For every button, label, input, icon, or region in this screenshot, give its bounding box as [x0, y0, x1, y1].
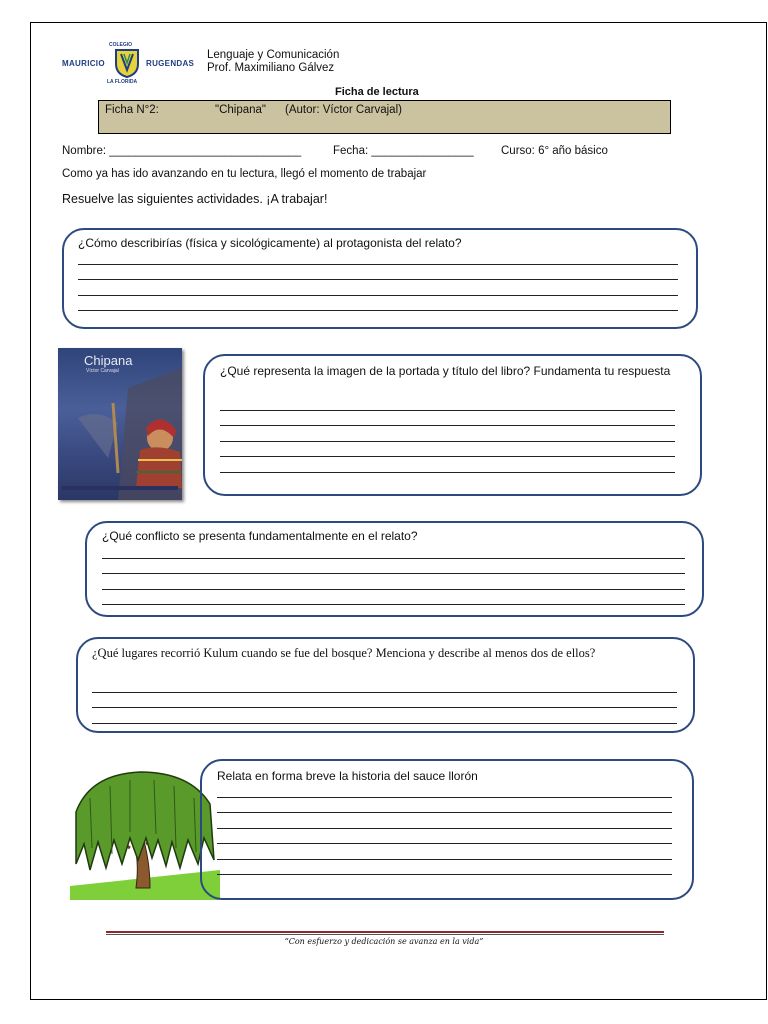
question-text-3: ¿Qué conflicto se presenta fundamentalmente en el relato? — [102, 529, 418, 543]
footer-divider-thin — [106, 934, 664, 935]
worksheet-title: Ficha de lectura — [335, 86, 419, 98]
book-cover-image — [58, 348, 182, 500]
school-logo — [62, 42, 195, 86]
book-cover-author: Víctor Carvajal — [86, 368, 119, 374]
ficha-author: (Autor: Víctor Carvajal) — [285, 104, 402, 116]
intro-text: Como ya has ido avanzando en tu lectura, llegó el momento de trabajar — [62, 168, 427, 180]
question-text-2: ¿Qué representa la imagen de la portada y título del libro? Fundamenta tu respuesta — [220, 364, 671, 378]
book-illustration — [58, 348, 182, 500]
footer-motto: “Con esfuerzo y dedicación se avanza en la vida” — [284, 937, 484, 946]
logo-bottom-text: LA FLORIDA — [107, 79, 138, 85]
logo-left-text: MAURICIO — [62, 59, 105, 68]
question-text-1: ¿Cómo describirías (física y sicológicamente) al protagonista del relato? — [78, 236, 462, 250]
curso-field: Curso: 6° año básico — [501, 145, 608, 157]
answer-lines-2[interactable] — [220, 395, 675, 473]
logo-right-text: RUGENDAS — [146, 59, 195, 68]
nombre-field[interactable]: Nombre: ______________________________ — [62, 145, 302, 157]
footer-divider — [106, 931, 664, 933]
ficha-info-box — [98, 100, 671, 134]
instructions-text: Resuelve las siguientes actividades. ¡A trabajar! — [62, 192, 328, 206]
answer-lines-1[interactable] — [78, 249, 678, 311]
ficha-number: Ficha N°2: — [105, 104, 159, 116]
book-cover-title: Chipana — [84, 353, 133, 368]
answer-lines-3[interactable] — [102, 543, 685, 605]
subject-name: Lenguaje y Comunicación — [207, 49, 340, 61]
logo-top-text: COLEGIO — [109, 42, 133, 48]
fecha-field[interactable]: Fecha: ________________ — [333, 145, 474, 157]
answer-lines-4[interactable] — [92, 677, 677, 724]
question-text-4: ¿Qué lugares recorrió Kulum cuando se fue del bosque? Menciona y describe al menos dos de ellos? — [92, 646, 596, 660]
question-text-5: Relata en forma breve la historia del sauce llorón — [217, 769, 478, 783]
answer-lines-5[interactable] — [217, 782, 672, 875]
willow-tree-image — [70, 768, 220, 900]
school-seal-icon — [113, 48, 141, 78]
ficha-book-title: "Chipana" — [215, 104, 267, 116]
teacher-name: Prof. Maximiliano Gálvez — [207, 62, 335, 74]
